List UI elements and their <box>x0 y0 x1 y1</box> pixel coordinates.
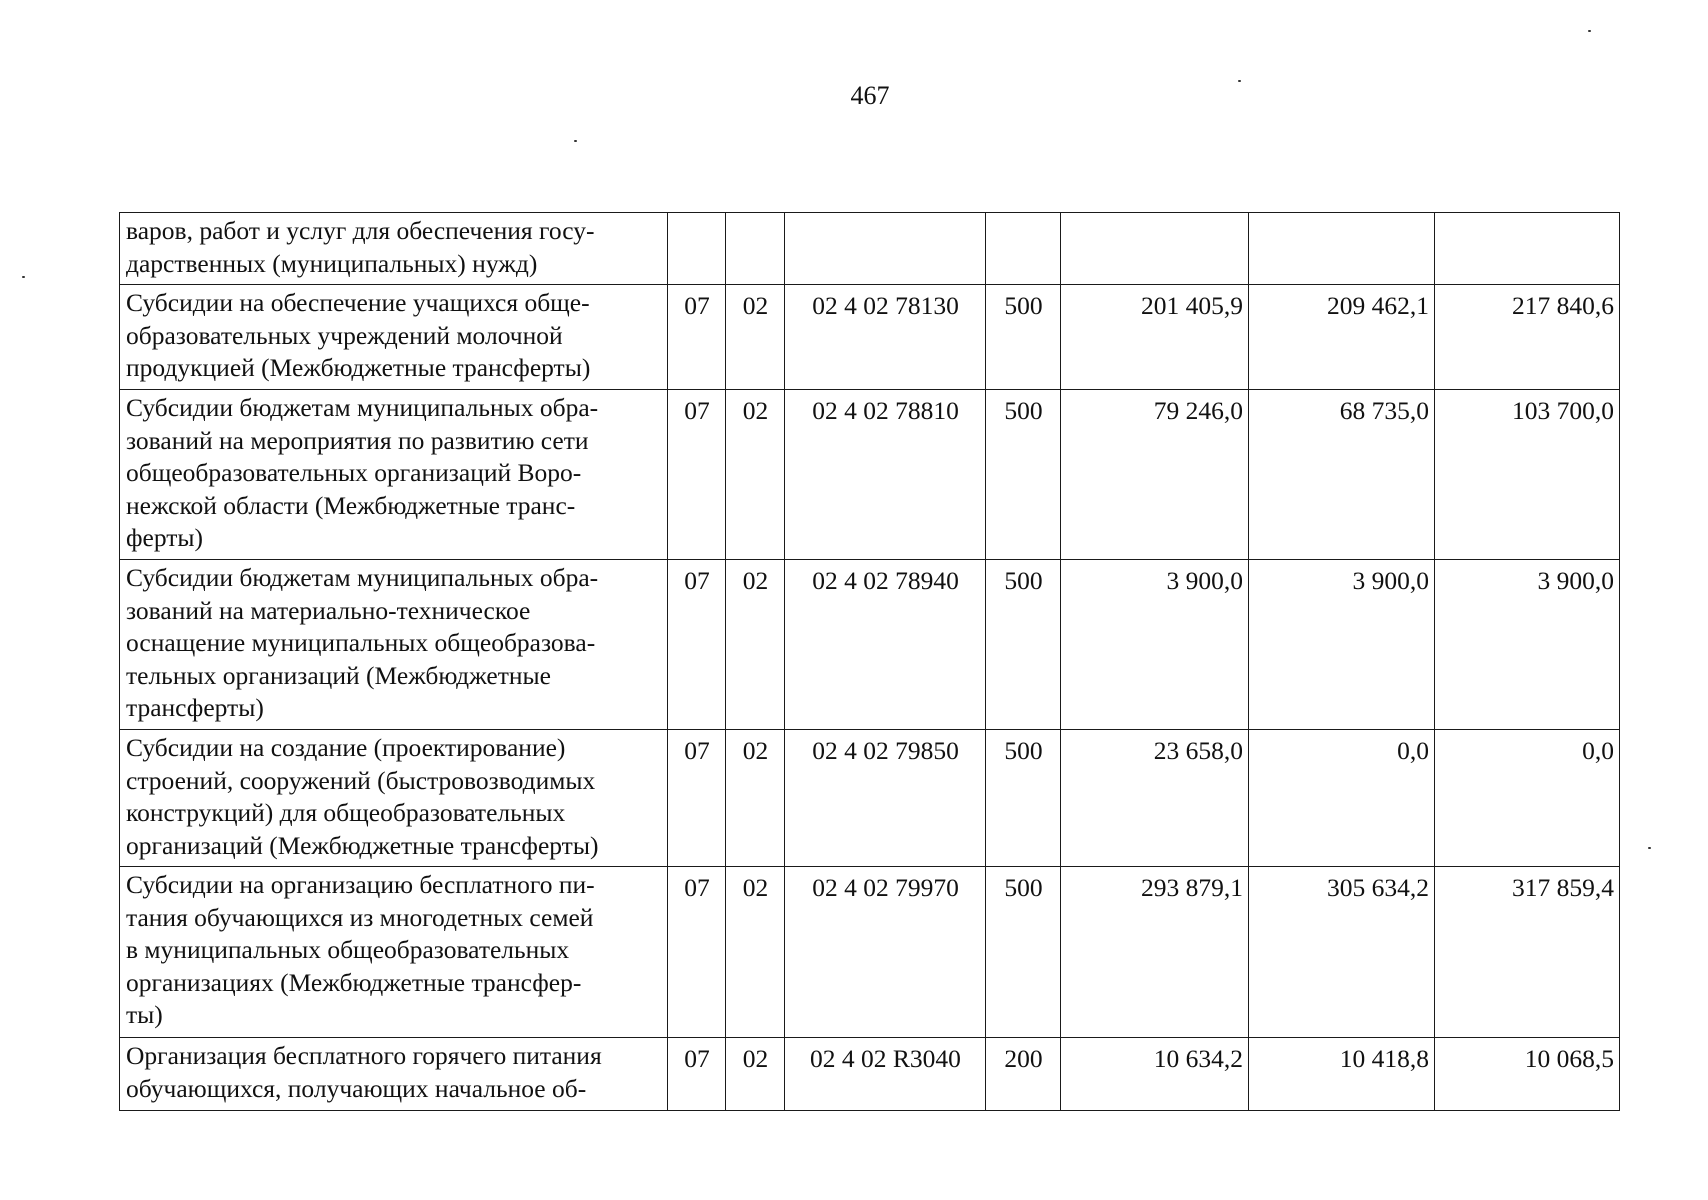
amount-year1-cell: 23 658,0 <box>1061 730 1249 867</box>
subsection-code-cell <box>726 213 785 285</box>
table-row <box>120 730 1620 867</box>
section-code-cell: 07 <box>668 1038 726 1111</box>
amount-year1-cell <box>1061 213 1249 285</box>
subsection-code-cell: 02 <box>726 1038 785 1111</box>
table-row <box>120 390 1620 560</box>
amount-year2-cell <box>1249 213 1435 285</box>
description-line: обучающихся, получающих начальное об- <box>126 1073 587 1103</box>
description-line: зований на мероприятия по развитию сети <box>126 425 589 455</box>
description-line: строений, сооружений (быстровозводимых <box>126 765 596 795</box>
target-article-cell: 02 4 02 78130 <box>785 285 986 390</box>
amount-year2-cell: 305 634,2 <box>1249 867 1435 1038</box>
scan-speck <box>574 140 577 142</box>
description-line: в муниципальных общеобразовательных <box>126 935 570 964</box>
section-code-cell: 07 <box>668 560 726 730</box>
description-line: тания обучающихся из многодетных семей <box>126 902 594 932</box>
description-line: тельных организаций (Межбюджетные <box>126 660 551 690</box>
expense-type-cell: 500 <box>986 730 1061 867</box>
amount-year3-cell: 103 700,0 <box>1435 390 1620 560</box>
amount-year3-cell <box>1435 213 1620 285</box>
scan-speck <box>1238 80 1241 82</box>
amount-year3-cell: 10 068,5 <box>1435 1038 1620 1111</box>
expense-type-cell: 500 <box>986 560 1061 730</box>
description-line: образовательных учреждений молочной <box>126 320 563 350</box>
table-row <box>120 285 1620 390</box>
target-article-cell: 02 4 02 78810 <box>785 390 986 560</box>
amount-year1-cell: 10 634,2 <box>1061 1038 1249 1111</box>
section-code-cell: 07 <box>668 730 726 867</box>
description-line: конструкций) для общеобразовательных <box>126 798 566 827</box>
subsection-code-cell: 02 <box>726 560 785 730</box>
target-article-cell: 02 4 02 79970 <box>785 867 986 1038</box>
expense-type-cell <box>986 213 1061 285</box>
scan-speck <box>1648 847 1651 849</box>
description-line: Организация бесплатного горячего питания <box>126 1041 602 1070</box>
amount-year2-cell: 10 418,8 <box>1249 1038 1435 1111</box>
amount-year1-cell: 293 879,1 <box>1061 867 1249 1038</box>
description-line: Субсидии бюджетам муниципальных обра- <box>126 563 599 592</box>
amount-year2-cell: 3 900,0 <box>1249 560 1435 730</box>
scan-speck <box>22 276 25 278</box>
section-code-cell: 07 <box>668 285 726 390</box>
amount-year2-cell: 68 735,0 <box>1249 390 1435 560</box>
description-line: ты) <box>126 1000 163 1029</box>
section-code-cell <box>668 213 726 285</box>
subsection-code-cell: 02 <box>726 285 785 390</box>
table-row <box>120 213 1620 285</box>
subsection-code-cell: 02 <box>726 730 785 867</box>
expense-type-cell: 500 <box>986 285 1061 390</box>
expense-type-cell: 200 <box>986 1038 1061 1111</box>
amount-year2-cell: 0,0 <box>1249 730 1435 867</box>
description-line: Субсидии на обеспечение учащихся обще- <box>126 288 590 317</box>
table-body <box>120 213 1620 1111</box>
description-line: трансферты) <box>126 693 264 722</box>
description-line: общеобразовательных организаций Воро- <box>126 458 582 487</box>
description-line: зований на материально-техническое <box>126 595 531 625</box>
amount-year2-cell: 209 462,1 <box>1249 285 1435 390</box>
description-cell <box>120 730 668 867</box>
target-article-cell: 02 4 02 78940 <box>785 560 986 730</box>
table-row <box>120 560 1620 730</box>
amount-year1-cell: 79 246,0 <box>1061 390 1249 560</box>
subsection-code-cell: 02 <box>726 390 785 560</box>
description-cell <box>120 867 668 1038</box>
description-cell <box>120 1038 668 1111</box>
description-line: организаций (Межбюджетные трансферты) <box>126 830 599 860</box>
amount-year1-cell: 3 900,0 <box>1061 560 1249 730</box>
description-cell <box>120 390 668 560</box>
description-line: оснащение муниципальных общеобразова- <box>126 628 596 657</box>
description-line: варов, работ и услуг для обеспечения госу- <box>126 216 595 245</box>
table-row <box>120 1038 1620 1111</box>
description-cell <box>120 560 668 730</box>
description-line: Субсидии на организацию бесплатного пи- <box>126 870 595 899</box>
expense-type-cell: 500 <box>986 867 1061 1038</box>
description-cell <box>120 213 668 285</box>
description-line: продукцией (Межбюджетные трансферты) <box>126 353 591 382</box>
target-article-cell <box>785 213 986 285</box>
description-line: Субсидии бюджетам муниципальных обра- <box>126 393 599 422</box>
amount-year3-cell: 0,0 <box>1435 730 1620 867</box>
section-code-cell: 07 <box>668 390 726 560</box>
description-cell <box>120 285 668 390</box>
description-line: дарственных (муниципальных) нужд) <box>126 248 538 278</box>
description-line: ферты) <box>126 523 204 552</box>
amount-year3-cell: 3 900,0 <box>1435 560 1620 730</box>
budget-table <box>119 212 1620 1111</box>
subsection-code-cell: 02 <box>726 867 785 1038</box>
amount-year3-cell: 217 840,6 <box>1435 285 1620 390</box>
target-article-cell: 02 4 02 79850 <box>785 730 986 867</box>
page-number: 467 <box>850 81 890 110</box>
table-row <box>120 867 1620 1038</box>
scan-speck <box>1588 30 1591 32</box>
target-article-cell: 02 4 02 R3040 <box>785 1038 986 1111</box>
section-code-cell: 07 <box>668 867 726 1038</box>
description-line: организациях (Межбюджетные трансфер- <box>126 967 582 997</box>
amount-year1-cell: 201 405,9 <box>1061 285 1249 390</box>
description-line: нежской области (Межбюджетные транс- <box>126 490 576 520</box>
description-line: Субсидии на создание (проектирование) <box>126 733 566 762</box>
expense-type-cell: 500 <box>986 390 1061 560</box>
amount-year3-cell: 317 859,4 <box>1435 867 1620 1038</box>
